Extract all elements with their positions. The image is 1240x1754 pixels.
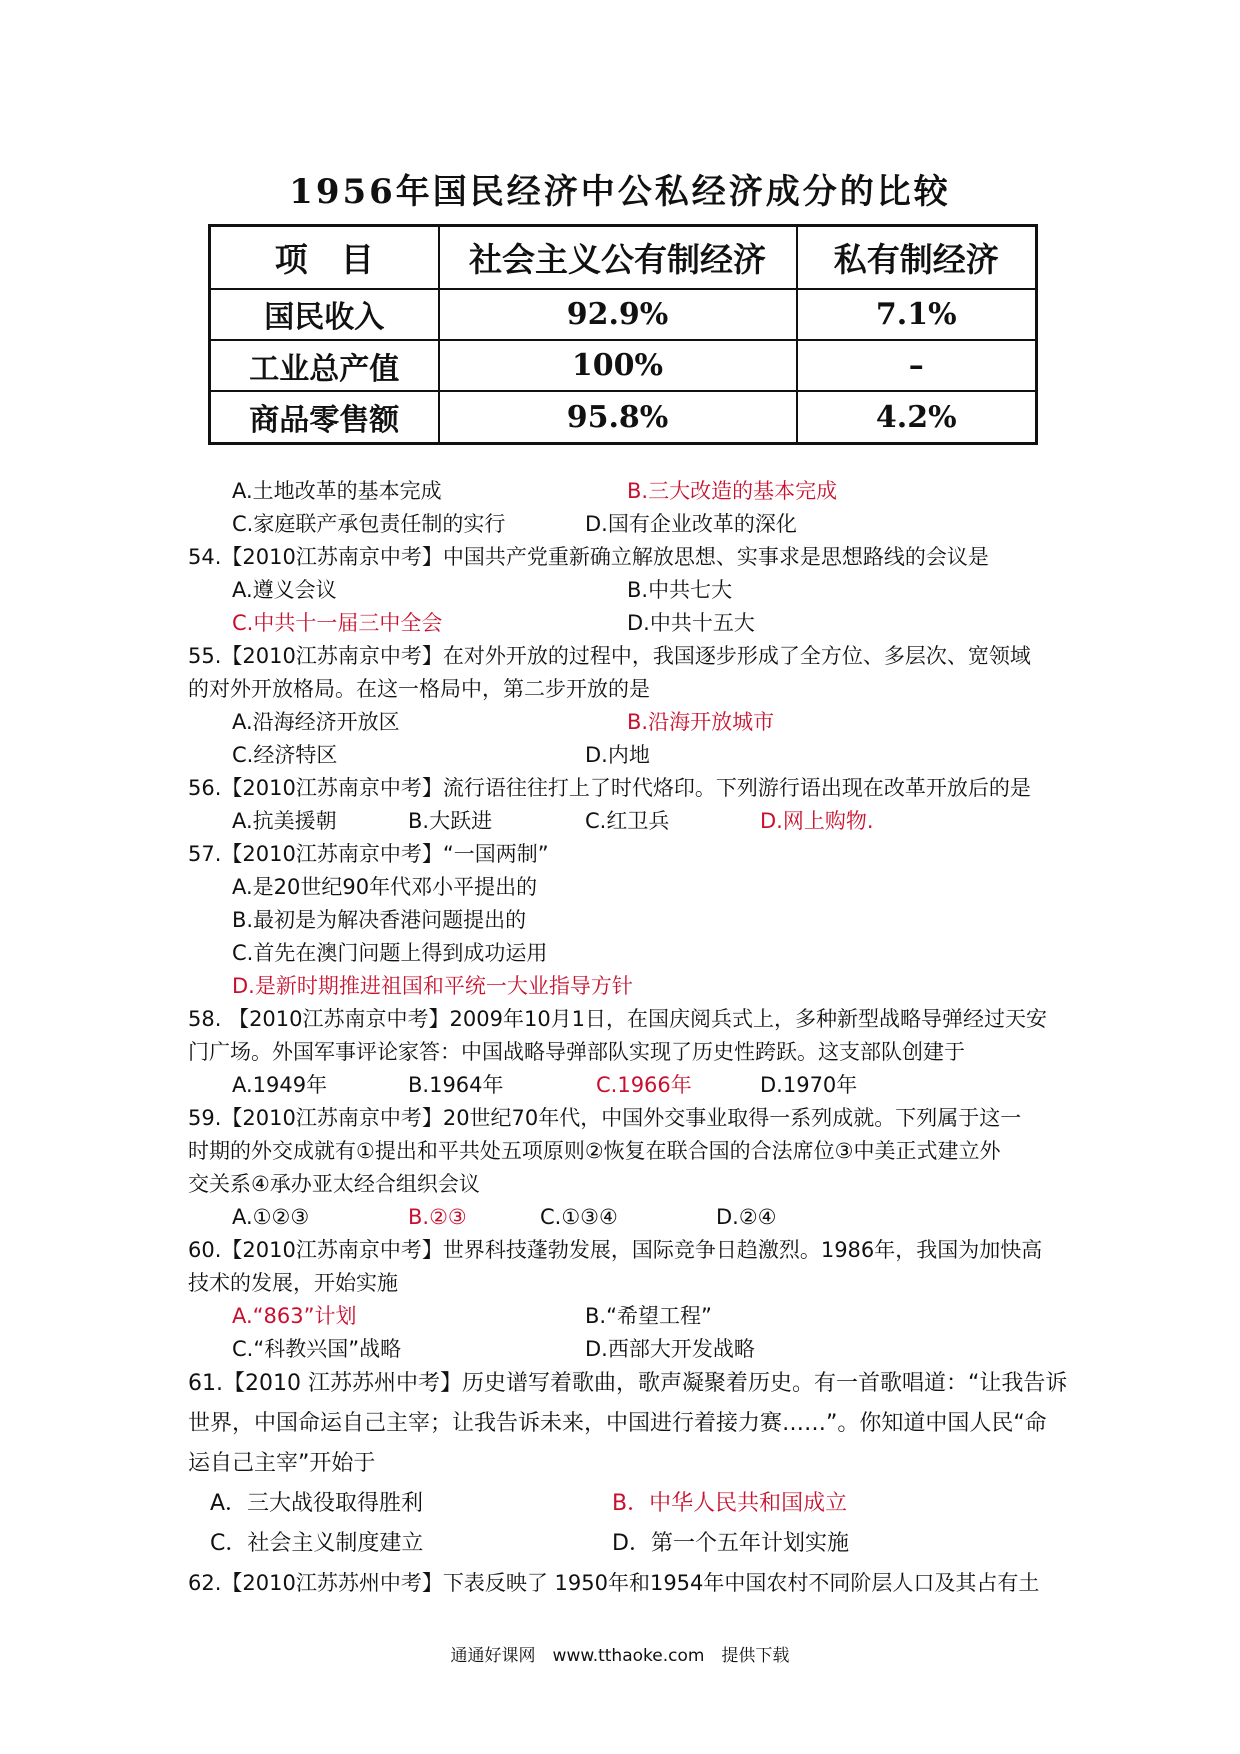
table-header-row	[210, 226, 1037, 289]
option-b: B.中共七大	[627, 578, 733, 602]
question-stem-continued: 门广场。外国军事评论家答：中国战略导弹部队实现了历史性跨跃。这支部队创建于	[188, 1040, 965, 1064]
option-b: B.“希望工程”	[585, 1304, 712, 1328]
option-a: A.抗美援朝	[232, 809, 337, 833]
question-stem: 55.【2010江苏南京中考】在对外开放的过程中，我国逐步形成了全方位、多层次、宽领域	[188, 644, 1031, 668]
option-a: A.沿海经济开放区	[232, 710, 400, 734]
option-c: C.家庭联产承包责任制的实行	[232, 512, 506, 536]
option-d: D.国有企业改革的深化	[585, 512, 797, 536]
option-a: A.1949年	[232, 1073, 328, 1097]
table-cell: 95.8%	[439, 391, 797, 443]
option-b-answer: B.沿海开放城市	[627, 710, 775, 734]
option-c: C.经济特区	[232, 743, 338, 767]
question-stem-continued: 运自己主宰”开始于	[188, 1451, 376, 1476]
option-d: D.1970年	[760, 1073, 858, 1097]
table-cell: –	[797, 340, 1037, 391]
question-stem-continued: 时期的外交成就有①提出和平共处五项原则②恢复在联合国的合法席位③中美正式建立外	[188, 1139, 1001, 1163]
table-row	[210, 340, 1037, 391]
table-cell: 4.2%	[797, 391, 1037, 443]
option-c: C．社会主义制度建立	[210, 1531, 424, 1556]
option-b: B.大跃进	[408, 809, 493, 833]
option-d: D.②④	[716, 1205, 777, 1229]
table-cell: 工业总产值	[210, 340, 439, 391]
option-c-answer: C.1966年	[596, 1073, 692, 1097]
question-stem-continued: 技术的发展，开始实施	[188, 1271, 398, 1295]
question-stem-continued: 交关系④承办亚太经合组织会议	[188, 1172, 480, 1196]
question-stem: 61.【2010 江苏苏州中考】历史谱写着歌曲，歌声凝聚着历史。有一首歌唱道：“让我告诉	[188, 1371, 1068, 1396]
page-footer: 通通好课网 www.tthaoke.com 提供下载	[450, 1646, 790, 1666]
question-stem: 57.【2010江苏南京中考】“一国两制”	[188, 842, 549, 866]
question-stem: 62.【2010江苏苏州中考】下表反映了 1950年和1954年中国农村不同阶层人口及其占有土	[188, 1571, 1040, 1595]
option-a: A.土地改革的基本完成	[232, 479, 442, 503]
table-row	[210, 391, 1037, 443]
option-d-answer: D.网上购物.	[760, 809, 874, 833]
question-stem: 60.【2010江苏南京中考】世界科技蓬勃发展，国际竞争日趋激烈。1986年，我国为加快高	[188, 1238, 1043, 1262]
option-d: D.中共十五大	[627, 611, 755, 635]
question-stem: 54.【2010江苏南京中考】中国共产党重新确立解放思想、实事求是思想路线的会议是	[188, 545, 989, 569]
option-c: C.①③④	[540, 1205, 618, 1229]
question-stem-continued: 的对外开放格局。在这一格局中，第二步开放的是	[188, 677, 650, 701]
table-cell: 100%	[439, 340, 797, 391]
table-title: 1956年国民经济中公私经济成分的比较	[289, 172, 951, 212]
option-b-answer: B.②③	[408, 1205, 467, 1229]
table-header-cell: 项 目	[210, 226, 439, 289]
table-header-cell: 社会主义公有制经济	[439, 226, 797, 289]
option-d-answer: D.是新时期推进祖国和平统一大业指导方针	[232, 974, 633, 998]
table-cell: 92.9%	[439, 289, 797, 340]
question-stem: 59.【2010江苏南京中考】20世纪70年代，中国外交事业取得一系列成就。下列属于这一	[188, 1106, 1022, 1130]
table-header-cell: 私有制经济	[797, 226, 1037, 289]
option-c-answer: C.中共十一届三中全会	[232, 611, 443, 635]
option-b-answer: B．中华人民共和国成立	[612, 1491, 848, 1516]
option-c: C.“科教兴国”战略	[232, 1337, 402, 1361]
table-cell: 商品零售额	[210, 391, 439, 443]
option-a: A.遵义会议	[232, 578, 337, 602]
economy-comparison-table	[208, 224, 1038, 445]
table-cell: 国民收入	[210, 289, 439, 340]
question-stem: 56.【2010江苏南京中考】流行语往往打上了时代烙印。下列游行语出现在改革开放后的是	[188, 776, 1031, 800]
option-c: C.首先在澳门问题上得到成功运用	[232, 941, 548, 965]
option-a: A.①②③	[232, 1205, 310, 1229]
option-d: D.西部大开发战略	[585, 1337, 755, 1361]
option-b-answer: B.三大改造的基本完成	[627, 479, 838, 503]
table-row	[210, 289, 1037, 340]
option-a-answer: A.“863”计划	[232, 1304, 357, 1328]
option-d: D．第一个五年计划实施	[612, 1531, 849, 1556]
option-c: C.红卫兵	[585, 809, 670, 833]
table-cell: 7.1%	[797, 289, 1037, 340]
option-a: A．三大战役取得胜利	[210, 1491, 424, 1516]
option-b: B.最初是为解决香港问题提出的	[232, 908, 527, 932]
question-stem-continued: 世界，中国命运自己主宰；让我告诉未来，中国进行着接力赛……”。你知道中国人民“命	[188, 1411, 1047, 1436]
option-d: D.内地	[585, 743, 650, 767]
option-a: A.是20世纪90年代邓小平提出的	[232, 875, 538, 899]
question-stem: 58. 【2010江苏南京中考】2009年10月1日，在国庆阅兵式上，多种新型战略导弹经过天安	[188, 1007, 1048, 1031]
option-b: B.1964年	[408, 1073, 504, 1097]
